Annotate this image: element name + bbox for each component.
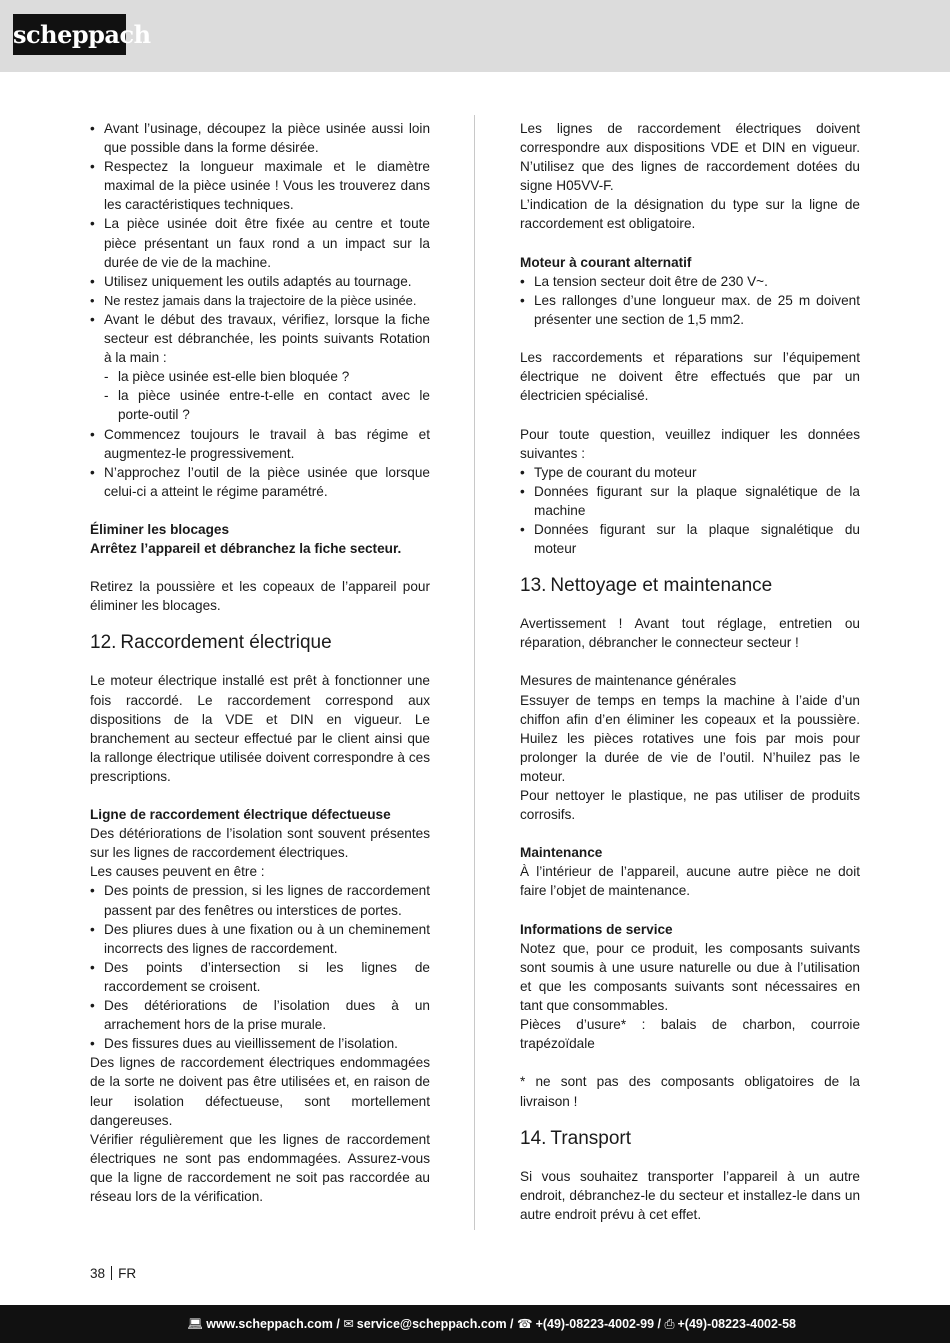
footer-separator: /	[332, 1317, 344, 1331]
service-info-text: Notez que, pour ce produit, les composants suivants sont soumis à une usure naturelle ou due à l’utilisation et que les composants suivants sont nécessaires en tant que consommables.	[520, 940, 860, 1014]
page-number	[90, 1265, 136, 1283]
list-item	[90, 310, 430, 367]
questions-list	[520, 463, 860, 558]
safety-bullet-list	[90, 119, 430, 367]
list-item: • Des points de pression, si les lignes de raccordement passent par des fenêtres ou interstices de portes.	[90, 881, 430, 919]
wear-parts: Pièces d’usure* : balais de charbon, courroie trapézoïdale	[520, 1017, 860, 1052]
lines-text-1: Les lignes de raccordement électriques doivent correspondre aux dispositions VDE et DIN en vigueur. N’utilisez que des lignes de raccordement dotées du signe H05VV-F.	[520, 121, 860, 194]
work-bullet-list	[90, 425, 430, 501]
list-item: • Commencez toujours le travail à bas régime et augmentez-le progressivement.	[90, 425, 430, 463]
page-header	[0, 0, 950, 72]
right-column	[520, 119, 860, 1224]
left-column	[90, 119, 430, 1206]
maintenance-text: À l’intérieur de l’appareil, aucune autre pièce ne doit faire l’objet de maintenance.	[520, 864, 860, 899]
list-item: • Des pliures dues à une fixation ou à un cheminement incorrects des lignes de raccordement.	[90, 920, 430, 958]
page-number-separator	[111, 1266, 112, 1280]
list-item-text: Avant le début des travaux, vérifiez, lorsque la fiche secteur est débranchée, les points suivants Rotation à la main :	[104, 311, 430, 366]
language-code: FR	[118, 1266, 137, 1281]
list-item: • Utilisez uniquement les outils adaptés au tournage.	[90, 272, 430, 291]
list-item: • Les rallonges d’une longueur max. de 25 m doivent présenter une section de 1,5 mm2.	[520, 291, 860, 329]
s12-intro: Le moteur électrique installé est prêt à fonctionner une fois raccordé. Le raccordement correspond aux dispositions de la VDE et DIN en vigueur. Le branchement au secteur effectué par le client ainsi que la rallonge électrique utilisée doivent correspondre à ces prescriptions.	[90, 673, 430, 784]
causes-list	[90, 881, 430, 1053]
check-dash-list	[90, 367, 430, 424]
fax-number: +(49)-08223-4002-58	[677, 1317, 796, 1331]
service-info-title: Informations de service	[520, 921, 673, 937]
list-item: • Données figurant sur la plaque signalétique de la machine	[520, 482, 860, 520]
footer-separator: /	[654, 1317, 665, 1331]
defect-text: Des détériorations de l’isolation sont souvent présentes sur les lignes de raccordement électriques.	[90, 826, 430, 861]
fax-icon: ⎙	[664, 1317, 675, 1331]
lines-text-2: L’indication de la désignation du type sur la ligne de raccordement est obligatoire.	[520, 197, 860, 232]
defect-title: Ligne de raccordement électrique défectueuse	[90, 807, 391, 823]
list-item: • N’approchez l’outil de la pièce usinée que lorsque celui-ci a atteint le régime paramétré.	[90, 463, 430, 501]
check-text: Vérifier régulièrement que les lignes de raccordement électriques ne sont pas endommagées. Assurez-vous que la ligne de raccordement ne soit pas raccordée au réseau lors de la vérification.	[90, 1131, 430, 1204]
repairs-text: Les raccordements et réparations sur l’équipement électrique ne doivent être effectués que par un électricien spécialisé.	[520, 350, 860, 404]
list-item: • La tension secteur doit être de 230 V~.	[520, 272, 860, 291]
ac-motor-title: Moteur à courant alternatif	[520, 254, 692, 270]
general-maintenance-title: Mesures de maintenance générales	[520, 673, 737, 689]
list-item: • Des détériorations de l’isolation dues à un arrachement hors de la prise murale.	[90, 996, 430, 1034]
list-item: • La pièce usinée doit être fixée au centre et toute pièce présentant un faux rond a un impact sur la durée de vie de la machine.	[90, 214, 430, 271]
general-maintenance-text: Essuyer de temps en temps la machine à l’aide d’un chiffon afin d’en éliminer les copeaux et la poussière. Huilez les pièces rotatives une fois par mois pour prolonger la durée de vie de l’outil. N’huilez pas le moteur.	[520, 692, 860, 784]
list-item: - la pièce usinée entre-t-elle en contact avec le porte-outil ?	[90, 386, 430, 424]
phone-icon: ☎	[516, 1317, 533, 1331]
causes-intro: Les causes peuvent en être :	[90, 864, 265, 880]
transport-text: Si vous souhaitez transporter l’appareil à un autre endroit, débranchez-le du secteur et installez-le dans un autre endroit prévu à cet effet.	[520, 1168, 860, 1222]
warning-text: Avertissement ! Avant tout réglage, entretien ou réparation, débrancher le connecteur secteur !	[520, 616, 860, 651]
blockage-title: Éliminer les blocages	[90, 521, 230, 537]
computer-icon: 💻︎	[187, 1317, 204, 1331]
blockage-text: Retirez la poussière et les copeaux de l’appareil pour éliminer les blocages.	[90, 579, 430, 614]
list-item: • Avant l’usinage, découpez la pièce usinée aussi loin que possible dans la forme désirée.	[90, 119, 430, 157]
plastic-text: Pour nettoyer le plastique, ne pas utiliser de produits corrosifs.	[520, 788, 860, 823]
list-item: • Données figurant sur la plaque signalétique du moteur	[520, 520, 860, 558]
website-link[interactable]: www.scheppach.com	[206, 1317, 333, 1331]
section-14-heading	[520, 1127, 860, 1151]
scheppach-logo: scheppach	[13, 14, 126, 55]
ac-motor-list	[520, 272, 860, 329]
list-item: • Ne restez jamais dans la trajectoire de la pièce usinée.	[90, 291, 430, 310]
questions-intro: Pour toute question, veuillez indiquer les données suivantes :	[520, 426, 860, 461]
section-number: 12.	[90, 632, 117, 654]
list-item: • Respectez la longueur maximale et le diamètre maximal de la pièce usinée ! Vous les trouverez dans les caractéristiques techniques.	[90, 157, 430, 214]
section-13-heading	[520, 574, 860, 598]
column-divider	[474, 115, 475, 1230]
email-link[interactable]: service@scheppach.com	[356, 1317, 507, 1331]
section-number: 13.	[520, 575, 547, 597]
footnote: * ne sont pas des composants obligatoires de la livraison !	[520, 1074, 860, 1109]
section-number: 14.	[520, 1127, 547, 1149]
list-item: • Type de courant du moteur	[520, 463, 860, 482]
section-12-heading	[90, 631, 430, 655]
phone-number: +(49)-08223-4002-99	[535, 1317, 655, 1331]
danger-text: Des lignes de raccordement électriques endommagées de la sorte ne doivent pas être utilisées et, en raison de leur isolation défectueuse, sont mortellement dangereuses.	[90, 1055, 430, 1128]
blockage-warning: Arrêtez l’appareil et débranchez la fiche secteur.	[90, 541, 402, 557]
list-item: • Des points d’intersection si les lignes de raccordement se croisent.	[90, 958, 430, 996]
section-title: Nettoyage et maintenance	[550, 575, 773, 597]
footer-contact	[187, 1305, 796, 1343]
section-title: Transport	[550, 1127, 632, 1149]
section-title: Raccordement électrique	[120, 632, 332, 654]
page-number-value: 38	[90, 1266, 106, 1281]
page-footer	[0, 1305, 950, 1343]
maintenance-title: Maintenance	[520, 845, 603, 861]
email-icon: ✉	[343, 1317, 354, 1331]
list-item: • Des fissures dues au vieillissement de l’isolation.	[90, 1034, 430, 1053]
list-item: - la pièce usinée est-elle bien bloquée ?	[90, 367, 430, 386]
footer-separator: /	[506, 1317, 517, 1331]
